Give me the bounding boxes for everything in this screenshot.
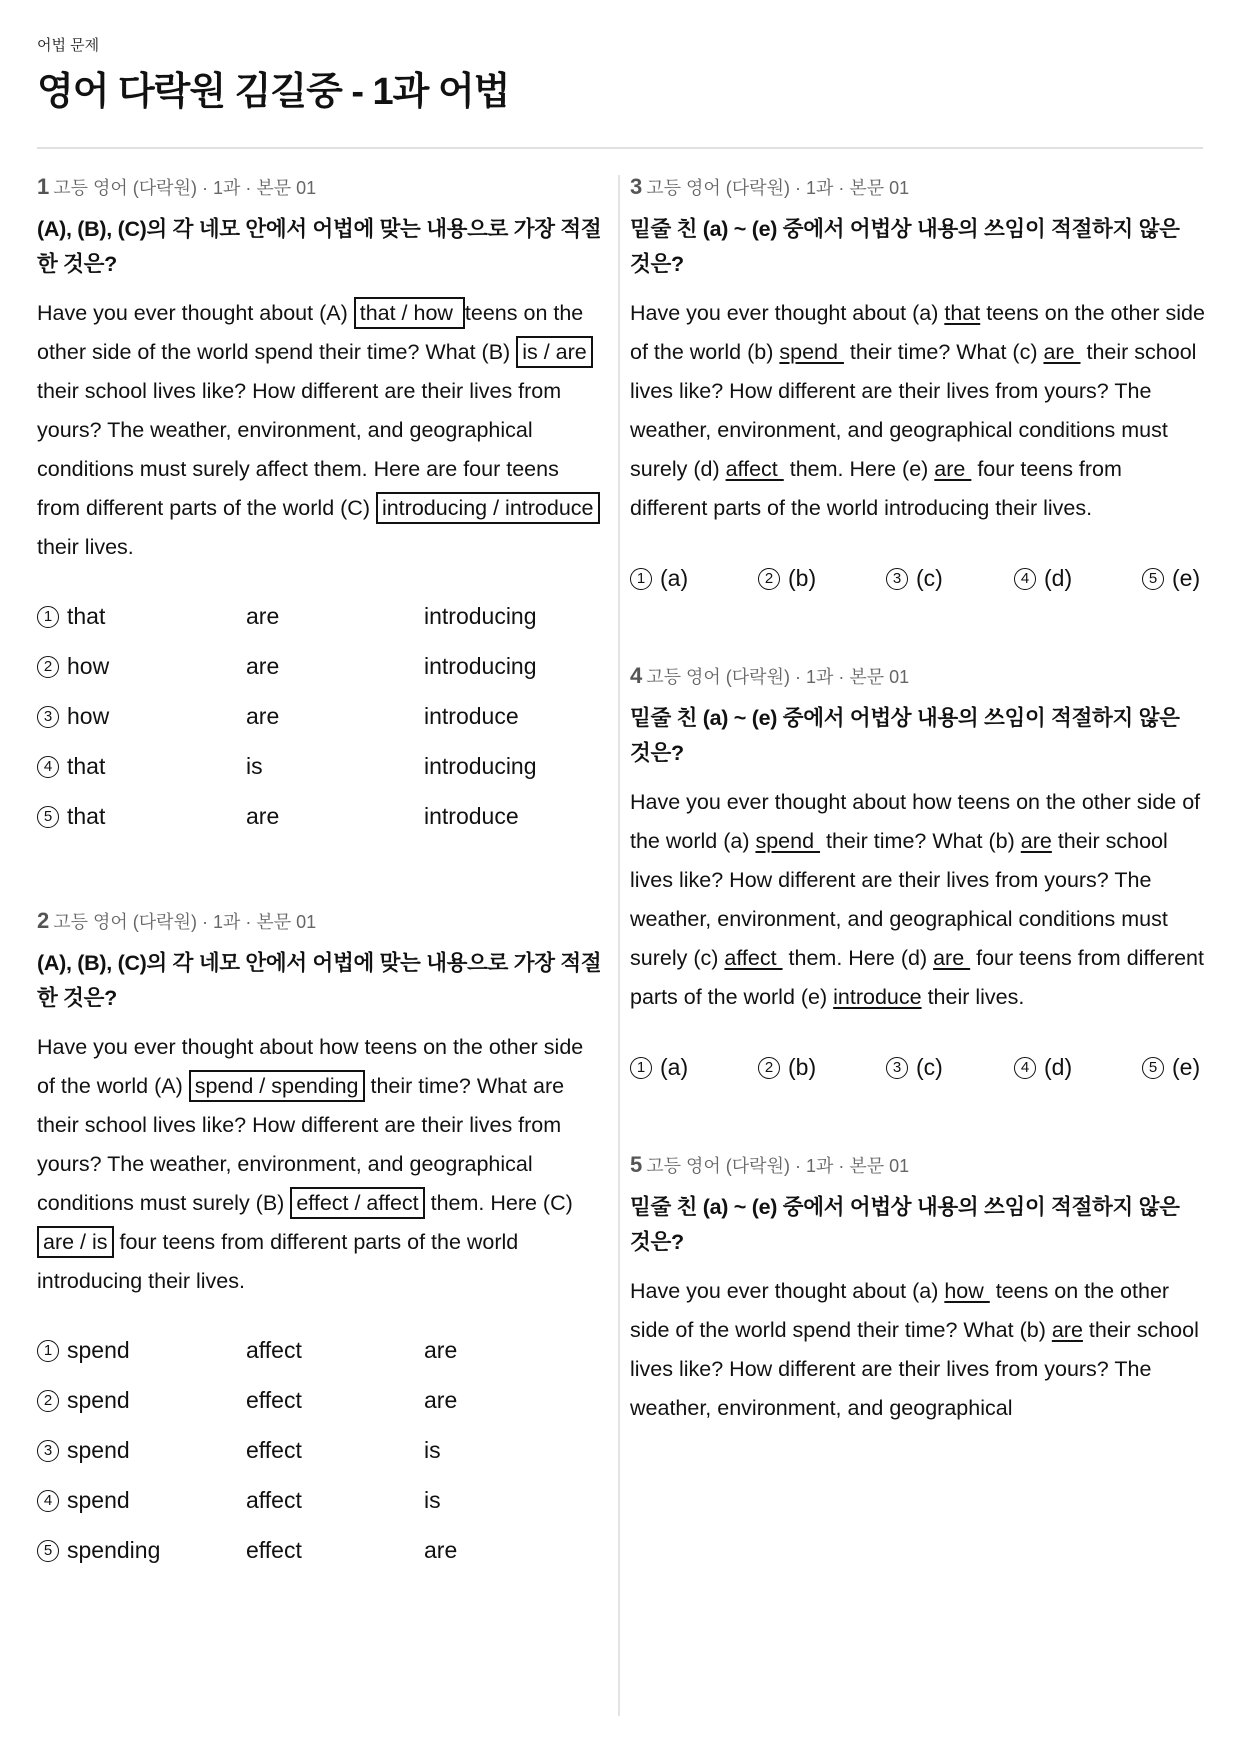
passage-text: teens on the other side of the world spend their time? What (b) bbox=[630, 1279, 1170, 1342]
option-a: that bbox=[67, 603, 106, 629]
question-4 bbox=[630, 664, 1205, 1087]
option-c: introducing bbox=[424, 603, 537, 629]
answer-option-5[interactable] bbox=[37, 1525, 602, 1575]
passage-text: their lives. bbox=[921, 985, 1025, 1009]
answer-option-2[interactable] bbox=[758, 1047, 886, 1087]
question-passage bbox=[630, 294, 1205, 528]
page-kicker: 어법 문제 bbox=[37, 37, 100, 54]
underlined-b: are bbox=[1020, 829, 1052, 853]
question-meta bbox=[37, 909, 602, 934]
question-source: 고등 영어 (다락원) · 1과 · 본문 01 bbox=[53, 912, 317, 932]
underlined-a: how bbox=[944, 1279, 990, 1303]
question-number: 1 bbox=[37, 174, 50, 199]
page-title: 영어 다락원 김길중 - 1과 어법 bbox=[37, 71, 510, 113]
question-prompt: 밑줄 친 (a) ~ (e) 중에서 어법상 내용의 쓰임이 적절하지 않은 것은? bbox=[630, 1195, 1180, 1254]
question-2 bbox=[37, 909, 602, 1575]
answer-option-5[interactable] bbox=[1142, 558, 1200, 598]
option-label: (d) bbox=[1044, 565, 1073, 591]
passage-text: their time? What (c) bbox=[843, 340, 1044, 364]
question-passage bbox=[37, 294, 602, 567]
circled-number-icon: 1 bbox=[630, 1057, 652, 1079]
circled-number-icon: 3 bbox=[886, 568, 908, 590]
circled-number-icon: 3 bbox=[37, 1440, 59, 1462]
answer-option-2[interactable] bbox=[37, 1375, 602, 1425]
answer-option-3[interactable] bbox=[37, 1425, 602, 1475]
circled-number-icon: 1 bbox=[37, 606, 59, 628]
question-prompt: 밑줄 친 (a) ~ (e) 중에서 어법상 내용의 쓰임이 적절하지 않은 것은? bbox=[630, 706, 1180, 765]
option-a: that bbox=[67, 753, 106, 779]
passage-text: them. Here (d) bbox=[782, 946, 934, 970]
answer-option-3[interactable] bbox=[886, 558, 1014, 598]
answer-option-3[interactable] bbox=[886, 1047, 1014, 1087]
option-label: (b) bbox=[788, 1054, 817, 1080]
passage-text: teens on the other side of the world (b) bbox=[630, 301, 1205, 364]
underlined-d: affect bbox=[725, 457, 784, 481]
circled-number-icon: 5 bbox=[1142, 568, 1164, 590]
option-c: introduce bbox=[424, 703, 519, 729]
circled-number-icon: 2 bbox=[758, 568, 780, 590]
circled-number-icon: 5 bbox=[37, 1540, 59, 1562]
underlined-c: are bbox=[1043, 340, 1081, 364]
passage-text: Have you ever thought about (a) bbox=[630, 1279, 945, 1303]
choice-box-a: spend / spending bbox=[189, 1070, 365, 1102]
passage-text: their lives. bbox=[37, 535, 134, 559]
option-b: are bbox=[246, 803, 280, 829]
circled-number-icon: 4 bbox=[37, 756, 59, 778]
passage-text: their school lives like? How different are their lives from yours? The weather, environment, and geographical bbox=[630, 1318, 1199, 1420]
question-prompt: (A), (B), (C)의 각 네모 안에서 어법에 맞는 내용으로 가장 적절한 것은? bbox=[37, 217, 602, 276]
question-source: 고등 영어 (다락원) · 1과 · 본문 01 bbox=[53, 178, 317, 198]
circled-number-icon: 2 bbox=[758, 1057, 780, 1079]
choice-box-b: is / are bbox=[516, 336, 593, 368]
answer-option-1[interactable] bbox=[630, 558, 758, 598]
question-number: 5 bbox=[630, 1152, 643, 1177]
question-passage bbox=[37, 1028, 602, 1301]
answer-option-4[interactable] bbox=[1014, 1047, 1142, 1087]
passage-text: four teens from different parts of the world introducing their lives. bbox=[37, 1230, 519, 1293]
circled-number-icon: 4 bbox=[1014, 1057, 1036, 1079]
answer-option-2[interactable] bbox=[37, 641, 602, 691]
page-header bbox=[37, 36, 1203, 118]
circled-number-icon: 1 bbox=[37, 1340, 59, 1362]
option-b: are bbox=[246, 603, 280, 629]
passage-text: Have you ever thought about (A) bbox=[37, 301, 354, 325]
circled-number-icon: 4 bbox=[37, 1490, 59, 1512]
question-meta bbox=[630, 1153, 1205, 1178]
passage-text: teens on the other side of the world spend their time? What (B) bbox=[37, 301, 584, 364]
circled-number-icon: 1 bbox=[630, 568, 652, 590]
option-b: affect bbox=[246, 1487, 302, 1513]
choice-box-c: are / is bbox=[37, 1226, 114, 1258]
option-label: (e) bbox=[1172, 1054, 1201, 1080]
option-b: effect bbox=[246, 1437, 302, 1463]
passage-text: their time? What (b) bbox=[820, 829, 1021, 853]
option-c: introduce bbox=[424, 803, 519, 829]
circled-number-icon: 4 bbox=[1014, 568, 1036, 590]
option-a: how bbox=[67, 653, 110, 679]
option-b: effect bbox=[246, 1387, 302, 1413]
circled-number-icon: 2 bbox=[37, 656, 59, 678]
option-label: (c) bbox=[916, 1054, 943, 1080]
option-a: spend bbox=[67, 1337, 130, 1363]
passage-text: four teens from different parts of the world (e) bbox=[630, 946, 1204, 1009]
underlined-d: are bbox=[933, 946, 971, 970]
question-number: 3 bbox=[630, 174, 643, 199]
choice-box-a: that / how bbox=[354, 297, 465, 329]
passage-text: their school lives like? How different are their lives from yours? The weather, environment, and geographical conditions must surely (d) bbox=[630, 340, 1197, 481]
option-c: is bbox=[424, 1437, 441, 1463]
question-1 bbox=[37, 175, 602, 841]
underlined-e: are bbox=[934, 457, 972, 481]
header-divider bbox=[37, 147, 1203, 149]
right-column bbox=[630, 175, 1205, 1428]
circled-number-icon: 5 bbox=[1142, 1057, 1164, 1079]
question-number: 4 bbox=[630, 663, 643, 688]
option-b: are bbox=[246, 703, 280, 729]
question-meta bbox=[37, 175, 602, 200]
option-c: are bbox=[424, 1337, 458, 1363]
underlined-b: spend bbox=[779, 340, 844, 364]
answer-option-1[interactable] bbox=[37, 1325, 602, 1375]
answer-options bbox=[37, 1325, 602, 1575]
passage-text: four teens from different parts of the world introducing their lives. bbox=[630, 457, 1122, 520]
answer-options bbox=[37, 591, 602, 841]
underlined-b: are bbox=[1051, 1318, 1083, 1342]
left-column bbox=[37, 175, 602, 1575]
answer-option-4[interactable] bbox=[1014, 558, 1142, 598]
answer-options bbox=[630, 558, 1205, 598]
question-source: 고등 영어 (다락원) · 1과 · 본문 01 bbox=[646, 1156, 910, 1176]
answer-option-2[interactable] bbox=[758, 558, 886, 598]
option-b: are bbox=[246, 653, 280, 679]
passage-text: their time? What are their school lives like? How different are their lives from yours? The weather, environment, and geographical conditions must surely (B) bbox=[37, 1074, 565, 1215]
option-label: (b) bbox=[788, 565, 817, 591]
answer-option-3[interactable] bbox=[37, 691, 602, 741]
question-3 bbox=[630, 175, 1205, 598]
circled-number-icon: 3 bbox=[886, 1057, 908, 1079]
option-c: introducing bbox=[424, 753, 537, 779]
passage-text: Have you ever thought about (a) bbox=[630, 301, 945, 325]
passage-text: Have you ever thought about how teens on the other side of the world (A) bbox=[37, 1035, 584, 1098]
underlined-e: introduce bbox=[833, 985, 922, 1009]
passage-text: them. Here (C) bbox=[424, 1191, 573, 1215]
answer-option-5[interactable] bbox=[37, 791, 602, 841]
option-label: (e) bbox=[1172, 565, 1201, 591]
option-b: is bbox=[246, 753, 263, 779]
option-label: (d) bbox=[1044, 1054, 1073, 1080]
question-prompt: (A), (B), (C)의 각 네모 안에서 어법에 맞는 내용으로 가장 적절한 것은? bbox=[37, 951, 602, 1010]
question-5 bbox=[630, 1153, 1205, 1428]
answer-option-5[interactable] bbox=[1142, 1047, 1200, 1087]
choice-box-c: introducing / introduce bbox=[376, 492, 600, 524]
option-label: (a) bbox=[660, 565, 689, 591]
answer-option-1[interactable] bbox=[37, 591, 602, 641]
circled-number-icon: 3 bbox=[37, 706, 59, 728]
question-passage bbox=[630, 783, 1205, 1017]
option-b: affect bbox=[246, 1337, 302, 1363]
underlined-a: spend bbox=[755, 829, 821, 853]
option-a: how bbox=[67, 703, 110, 729]
answer-option-4[interactable] bbox=[37, 741, 602, 791]
choice-box-b: effect / affect bbox=[290, 1187, 424, 1219]
underlined-c: affect bbox=[724, 946, 783, 970]
answer-options bbox=[630, 1047, 1205, 1087]
question-passage bbox=[630, 1272, 1205, 1428]
option-a: spend bbox=[67, 1437, 130, 1463]
option-c: are bbox=[424, 1387, 458, 1413]
option-label: (c) bbox=[916, 565, 943, 591]
question-meta bbox=[630, 175, 1205, 200]
option-a: spend bbox=[67, 1487, 130, 1513]
question-source: 고등 영어 (다락원) · 1과 · 본문 01 bbox=[646, 667, 910, 687]
answer-option-1[interactable] bbox=[630, 1047, 758, 1087]
answer-option-4[interactable] bbox=[37, 1475, 602, 1525]
question-number: 2 bbox=[37, 908, 50, 933]
option-a: that bbox=[67, 803, 106, 829]
question-source: 고등 영어 (다락원) · 1과 · 본문 01 bbox=[646, 178, 910, 198]
question-prompt: 밑줄 친 (a) ~ (e) 중에서 어법상 내용의 쓰임이 적절하지 않은 것은? bbox=[630, 217, 1180, 276]
option-label: (a) bbox=[660, 1054, 689, 1080]
option-a: spend bbox=[67, 1387, 130, 1413]
passage-text: Have you ever thought about how teens on the other side of the world (a) bbox=[630, 790, 1201, 853]
option-a: spending bbox=[67, 1537, 161, 1563]
passage-text: their school lives like? How different are their lives from yours? The weather, environment, and geographical conditions must surely affect them. Here are four teens from different parts of the world (C) bbox=[37, 379, 562, 520]
question-meta bbox=[630, 664, 1205, 689]
option-c: introducing bbox=[424, 653, 537, 679]
underlined-a: that bbox=[944, 301, 981, 325]
circled-number-icon: 5 bbox=[37, 806, 59, 828]
passage-text: their school lives like? How different are their lives from yours? The weather, environment, and geographical conditions must surely (c) bbox=[630, 829, 1168, 970]
circled-number-icon: 2 bbox=[37, 1390, 59, 1412]
passage-text: them. Here (e) bbox=[783, 457, 935, 481]
column-divider bbox=[618, 175, 620, 1716]
option-c: is bbox=[424, 1487, 441, 1513]
option-b: effect bbox=[246, 1537, 302, 1563]
option-c: are bbox=[424, 1537, 458, 1563]
